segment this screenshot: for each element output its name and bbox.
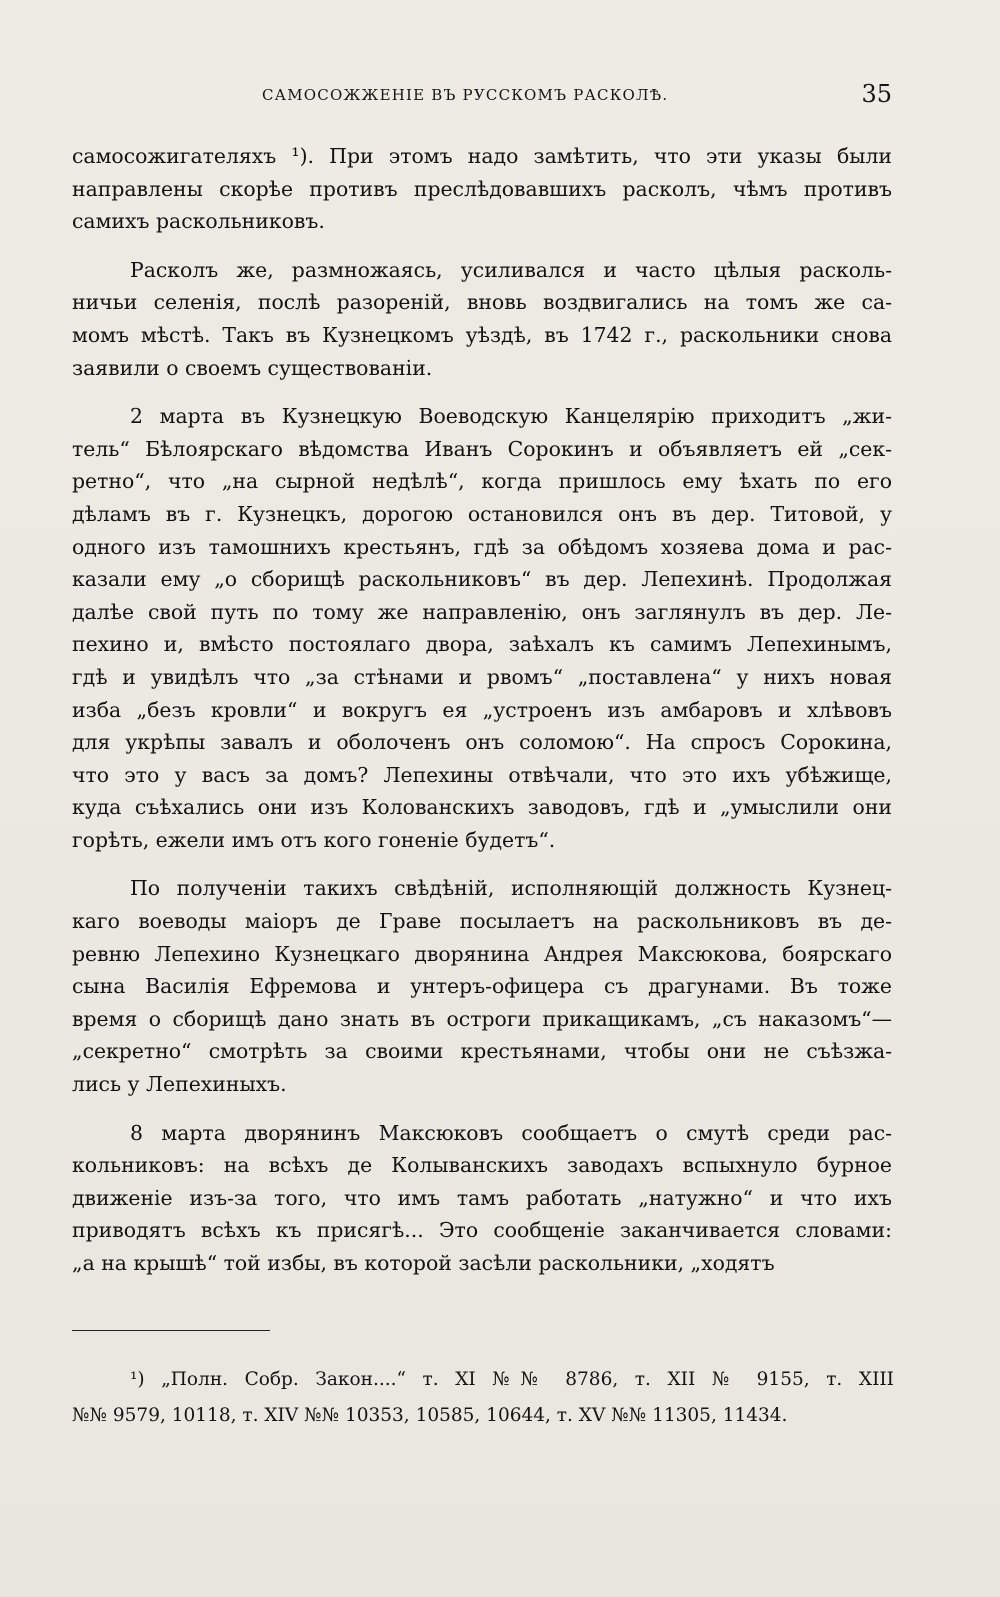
text-line: самосожигателяхъ ¹). При этомъ надо замѣтить, что эти указы были bbox=[72, 144, 892, 168]
footnote bbox=[72, 1362, 894, 1434]
text-line: каго воеводы маіоръ де Граве посылаетъ на раскольниковъ въ де- bbox=[72, 909, 892, 934]
text-line: ничьи селенія, послѣ разореній, вновь воздвигались на томъ же са- bbox=[72, 290, 892, 315]
paragraph bbox=[72, 872, 892, 1100]
paragraph-gap bbox=[72, 1101, 892, 1117]
text-line: 2 марта въ Кузнецкую Воеводскую Канцелярію приходитъ „жи- bbox=[130, 404, 892, 429]
running-title: САМОСОЖЖЕНІЕ ВЪ РУССКОМЪ РАСКОЛѢ. bbox=[262, 86, 669, 104]
text-line: горѣть, ежели имъ отъ кого гоненіе будетъ“. bbox=[72, 827, 556, 852]
text-line: приводятъ всѣхъ къ присягѣ... Это сообщеніе заканчивается словами: bbox=[72, 1218, 892, 1243]
text-line: лись у Лепехиныхъ. bbox=[72, 1072, 287, 1097]
text-line: „секретно“ смотрѣть за своими крестьянами, чтобы они не съѣзжа- bbox=[72, 1039, 892, 1064]
text-line: кольниковъ: на всѣхъ де Колыванскихъ заводахъ вспыхнуло бурное bbox=[72, 1153, 892, 1178]
paragraph bbox=[72, 400, 892, 856]
text-line: Расколъ же, размножаясь, усиливался и часто цѣлыя расколь- bbox=[130, 257, 892, 282]
text-line: изба „безъ кровли“ и вокругъ ея „устроенъ изъ амбаровъ и хлѣвовъ bbox=[72, 697, 892, 722]
text-line: гдѣ и увидѣлъ что „за стѣнами и рвомъ“ „поставлена“ у нихъ новая bbox=[72, 664, 892, 689]
text-line: заявили о своемъ существованіи. bbox=[72, 355, 433, 380]
text-line: куда съѣхались они изъ Колованскихъ заводовъ, гдѣ и „умыслили они bbox=[72, 795, 892, 820]
text-line: По полученіи такихъ свѣдѣній, исполняющій должность Кузнец- bbox=[130, 876, 892, 901]
text-line: сына Василія Ефремова и унтеръ-офицера съ драгунами. Въ тоже bbox=[72, 974, 892, 999]
paragraph-gap bbox=[72, 384, 892, 400]
paragraph-gap bbox=[72, 238, 892, 254]
text-line: для укрѣпы завалъ и оболоченъ онъ соломою“. На спросъ Сорокина, bbox=[72, 730, 892, 755]
text-line: пехино и, вмѣсто постоялаго двора, заѣхалъ къ самимъ Лепехинымъ, bbox=[72, 632, 892, 657]
main-text bbox=[72, 140, 892, 1280]
text-line: 8 марта дворянинъ Максюковъ сообщаетъ о смутѣ среди рас- bbox=[130, 1120, 892, 1145]
page-number: 35 bbox=[861, 80, 892, 108]
paragraph-gap bbox=[72, 856, 892, 872]
text-line: направлены скорѣе противъ преслѣдовавшихъ расколъ, чѣмъ противъ bbox=[72, 176, 892, 201]
text-line: „а на крышѣ“ той избы, въ которой засѣли раскольники, „ходятъ bbox=[72, 1251, 775, 1275]
footnote-line: №№ 9579, 10118, т. XIV №№ 10353, 10585, 10644, т. XV №№ 11305, 11434. bbox=[72, 1405, 788, 1426]
text-line: время о сборищѣ дано знать въ остроги прикащикамъ, „съ наказомъ“— bbox=[72, 1006, 892, 1031]
text-line: одного изъ тамошнихъ крестьянъ, гдѣ за обѣдомъ хозяева дома и рас- bbox=[72, 534, 892, 559]
text-line: дѣламъ въ г. Кузнецкъ, дорогою остановился онъ въ дер. Титовой, у bbox=[72, 501, 892, 526]
paragraph bbox=[72, 254, 892, 384]
footnote-divider bbox=[72, 1330, 270, 1331]
paragraph bbox=[72, 140, 892, 238]
text-line: далѣе свой путь по тому же направленію, онъ заглянулъ въ дер. Ле- bbox=[72, 599, 892, 624]
page-header bbox=[72, 76, 892, 116]
text-line: ретно“, что „на сырной недѣлѣ“, когда пришлось ему ѣхать по его bbox=[72, 469, 892, 494]
text-line: самихъ раскольниковъ. bbox=[72, 209, 325, 234]
text-line: тель“ Бѣлоярскаго вѣдомства Иванъ Сорокинъ и объявляетъ ей „сек- bbox=[72, 436, 892, 461]
footnote-line: ¹) „Полн. Собр. Закон....“ т. XI №№ 8786, т. XII № 9155, т. XIII bbox=[130, 1369, 894, 1390]
text-line: движеніе изъ-за того, что имъ тамъ работать „натужно“ и что ихъ bbox=[72, 1185, 892, 1210]
text-line: момъ мѣстѣ. Такъ въ Кузнецкомъ уѣздѣ, въ 1742 г., раскольники снова bbox=[72, 322, 892, 347]
text-line: казали ему „о сборищѣ раскольниковъ“ въ дер. Лепехинѣ. Продолжая bbox=[72, 567, 892, 592]
paragraph bbox=[72, 1117, 892, 1280]
text-line: ревню Лепехино Кузнецкаго дворянина Андрея Максюкова, боярскаго bbox=[72, 941, 892, 966]
text-line: что это у васъ за домъ? Лепехины отвѣчали, что это ихъ убѣжище, bbox=[72, 762, 892, 787]
